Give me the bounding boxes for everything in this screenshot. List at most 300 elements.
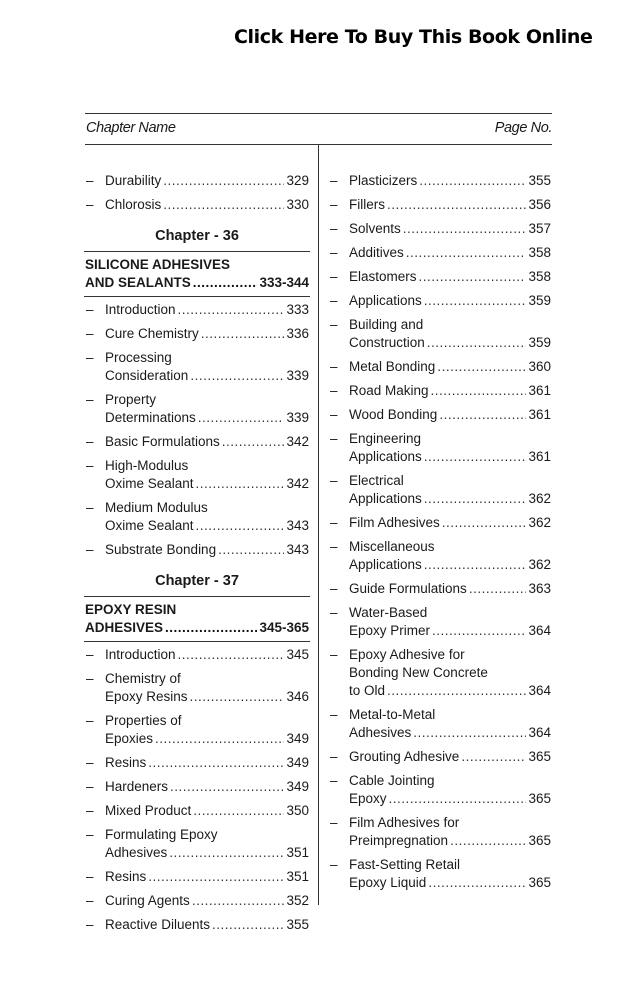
leader-dots [165,619,257,637]
entry-page-number: 361 [528,383,551,398]
leader-dots [163,196,284,214]
entry-title: Oxime Sealant [105,518,194,533]
toc-entry [329,772,551,808]
header-top-rule [85,113,552,114]
leader-dots [389,790,527,808]
entry-text-line: Metal-to-Metal [349,707,436,722]
chapter-36-section [85,256,309,292]
toc-entry [85,172,309,190]
leader-dots [413,724,526,742]
leader-dots [424,448,527,466]
entry-title: Solvents [349,221,401,236]
leader-dots [428,874,526,892]
toc-entry [329,358,551,376]
entry-line [105,754,309,772]
entry-line [349,172,551,190]
entry-line [105,409,309,427]
toc-entry [329,580,551,598]
entry-title: Resins [105,755,147,770]
toc-entry [85,778,309,796]
dash-bullet: – [86,392,94,407]
entry-line [105,433,309,451]
entry-page-number: 330 [286,197,309,212]
dash-bullet: – [86,542,94,557]
entry-title: Epoxy Primer [349,623,431,638]
entry-page-number: 360 [528,359,551,374]
dash-bullet: – [330,293,338,308]
toc-entry [85,457,309,493]
entry-page-number: 349 [286,755,309,770]
toc-entry [85,916,309,934]
entry-line [349,220,551,238]
leader-dots [178,301,285,319]
entry-page-number: 362 [528,557,551,572]
toc-entry [85,868,309,886]
entry-page-number: 352 [286,893,309,908]
dash-bullet: – [86,458,94,473]
leader-dots [190,367,284,385]
entry-title: Introduction [105,302,176,317]
entry-title: Hardeners [105,779,169,794]
dash-bullet: – [86,671,94,686]
entry-title: Consideration [105,368,189,383]
leader-dots [406,244,527,262]
dash-bullet: – [330,515,338,530]
entry-text-line: Medium Modulus [105,500,208,515]
entry-page-number: 339 [286,410,309,425]
leader-dots [155,730,284,748]
entry-page-number: 362 [528,515,551,530]
toc-entry [329,268,551,286]
dash-bullet: – [330,815,338,830]
toc-entry [329,430,551,466]
toc-entry [329,604,551,640]
entry-line [349,448,551,466]
entry-line [349,334,551,352]
dash-bullet: – [86,197,94,212]
chapter-37-title: Chapter - 37 [155,573,239,589]
leader-dots [427,334,527,352]
leader-dots [387,196,526,214]
entry-title: Grouting Adhesive [349,749,460,764]
entry-line [349,358,551,376]
dash-bullet: – [330,647,338,662]
entry-line [349,874,551,892]
leader-dots [198,409,285,427]
dash-bullet: – [86,869,94,884]
entry-title: Substrate Bonding [105,542,217,557]
column-divider [318,145,319,905]
entry-line [349,490,551,508]
dash-bullet: – [86,917,94,932]
dash-bullet: – [86,350,94,365]
entry-page-number: 351 [286,845,309,860]
entry-line [105,367,309,385]
leader-dots [218,541,284,559]
leader-dots [192,892,285,910]
entry-text-line: Building and [349,317,424,332]
dash-bullet: – [86,893,94,908]
entry-line [105,196,309,214]
dash-bullet: – [86,803,94,818]
entry-page-number: 355 [286,917,309,932]
toc-entry [85,541,309,559]
dash-bullet: – [86,326,94,341]
dash-bullet: – [330,197,338,212]
entry-line [349,682,551,700]
entry-page-number: 345 [286,647,309,662]
entry-title: Plasticizers [349,173,418,188]
buy-book-link[interactable]: Click Here To Buy This Book Online [234,26,593,48]
entry-page-number: 350 [286,803,309,818]
entry-title: Epoxies [105,731,154,746]
entry-page-number: 356 [528,197,551,212]
entry-page-number: 365 [528,833,551,848]
entry-page-number: 363 [528,581,551,596]
dash-bullet: – [86,827,94,842]
entry-page-number: 346 [286,689,309,704]
entry-title: Adhesives [105,845,168,860]
dash-bullet: – [330,221,338,236]
dash-bullet: – [86,173,94,188]
entry-text-line: Epoxy Adhesive for [349,647,465,662]
leader-dots [178,646,285,664]
entry-title: Applications [349,293,422,308]
entry-page-number: 355 [528,173,551,188]
entry-title: Metal Bonding [349,359,436,374]
dash-bullet: – [330,269,338,284]
toc-entry [329,748,551,766]
chapter-37-rule-bottom [84,641,310,642]
leader-dots [469,580,527,598]
leader-dots [419,172,526,190]
chapter-37-rule [84,596,310,597]
toc-entry [85,892,309,910]
entry-line [105,916,309,934]
entry-title: Cure Chemistry [105,326,199,341]
entry-page-number: 364 [528,623,551,638]
entry-line [349,406,551,424]
toc-entry [85,196,309,214]
leader-dots [450,832,526,850]
entry-page-number: 342 [286,434,309,449]
dash-bullet: – [330,539,338,554]
toc-entry [329,814,551,850]
leader-dots [196,475,285,493]
section-title-part: ADHESIVES [85,620,164,635]
entry-line [349,244,551,262]
dash-bullet: – [330,359,338,374]
toc-entry [85,349,309,385]
leader-dots [163,172,284,190]
toc-entry [85,433,309,451]
entry-title: Additives [349,245,404,260]
entry-title: Preimpregnation [349,833,449,848]
entry-page-number: 357 [528,221,551,236]
page-no-heading: Page No. [494,120,552,136]
entry-page-number: 364 [528,683,551,698]
entry-page-number: 342 [286,476,309,491]
entry-text-line: Film Adhesives for [349,815,460,830]
chapter-name-heading: Chapter Name [86,120,176,136]
entry-text-line: Processing [105,350,172,365]
entry-text-line: Formulating Epoxy [105,827,218,842]
entry-page-number: 358 [528,245,551,260]
entry-line [105,301,309,319]
entry-title: Determinations [105,410,196,425]
toc-entry [329,196,551,214]
entry-title: Mixed Product [105,803,192,818]
chapter-37-entries [85,646,309,934]
right-entries [329,172,551,892]
section-line: SILICONE ADHESIVES [85,257,231,272]
entry-line [105,868,309,886]
entry-page-number: 358 [528,269,551,284]
leader-dots [193,274,258,292]
entry-line [349,790,551,808]
leader-dots [431,382,527,400]
entry-page-number: 365 [528,875,551,890]
dash-bullet: – [330,473,338,488]
toc-entry [329,220,551,238]
section-line: EPOXY RESIN [85,602,177,617]
section-line-pages [85,619,309,637]
dash-bullet: – [330,707,338,722]
entry-text-line: Fast-Setting Retail [349,857,461,872]
dash-bullet: – [86,713,94,728]
leader-dots [190,688,285,706]
dash-bullet: – [86,647,94,662]
chapter-36-rule [84,251,310,252]
entry-line [105,646,309,664]
dash-bullet: – [330,383,338,398]
leader-dots [387,682,526,700]
section-page-range: 345-365 [259,620,309,635]
leader-dots [432,622,526,640]
entry-page-number: 359 [528,293,551,308]
entry-text-line: Properties of [105,713,182,728]
entry-page-number: 365 [528,791,551,806]
toc-entry [329,514,551,532]
entry-line [105,172,309,190]
entry-title: Guide Formulations [349,581,467,596]
chapter-37-section [85,601,309,637]
toc-entry [329,538,551,574]
leader-dots [424,292,527,310]
dash-bullet: – [86,434,94,449]
entry-text-line: Chemistry of [105,671,181,686]
entry-line [349,514,551,532]
entry-title: Applications [349,557,422,572]
section-line-pages [85,274,309,292]
entry-line [105,892,309,910]
entry-line [105,475,309,493]
entry-page-number: 333 [286,302,309,317]
leader-dots [403,220,527,238]
toc-entry [329,646,551,700]
toc-entry [329,406,551,424]
entry-page-number: 361 [528,407,551,422]
entry-title: Wood Bonding [349,407,438,422]
entry-line [349,580,551,598]
entry-line [105,778,309,796]
entry-title: Epoxy Liquid [349,875,427,890]
toc-entry [85,301,309,319]
leader-dots [212,916,284,934]
entry-page-number: 349 [286,731,309,746]
entry-line [349,622,551,640]
leader-dots [148,754,284,772]
dash-bullet: – [86,500,94,515]
entry-text-line: Cable Jointing [349,773,435,788]
leader-dots [169,844,284,862]
entry-title: Reactive Diluents [105,917,211,932]
dash-bullet: – [330,173,338,188]
dash-bullet: – [330,431,338,446]
leader-dots [201,325,285,343]
entry-text-line: High-Modulus [105,458,189,473]
entry-line [349,748,551,766]
toc-entry [85,325,309,343]
leader-dots [170,778,284,796]
entry-page-number: 349 [286,779,309,794]
entry-page-number: 359 [528,335,551,350]
left-column [85,172,309,940]
entry-title: to Old [349,683,386,698]
leader-dots [193,802,284,820]
toc-entry [329,856,551,892]
entry-title: Epoxy [349,791,387,806]
entry-line [349,724,551,742]
entry-line [349,556,551,574]
entry-page-number: 343 [286,542,309,557]
leader-dots [424,490,527,508]
chapter-36-title: Chapter - 36 [155,228,239,244]
leader-dots [439,406,526,424]
chapter-36-entries [85,301,309,559]
chapter-36-rule-bottom [84,296,310,297]
entry-line [349,196,551,214]
entry-line [105,844,309,862]
entry-title: Resins [105,869,147,884]
entry-line [349,292,551,310]
toc-entry [329,472,551,508]
entry-line [105,541,309,559]
toc-entry [329,382,551,400]
entry-text-line: Bonding New Concrete [349,665,488,680]
entry-title: Applications [349,449,422,464]
dash-bullet: – [330,605,338,620]
toc-header [86,120,552,136]
entry-title: Epoxy Resins [105,689,188,704]
toc-entry [85,670,309,706]
dash-bullet: – [330,749,338,764]
entry-line [349,268,551,286]
entry-page-number: 351 [286,869,309,884]
toc-entry [85,826,309,862]
entry-line [349,382,551,400]
toc-entry [85,802,309,820]
leader-dots [461,748,526,766]
dash-bullet: – [330,317,338,332]
entry-title: Chlorosis [105,197,162,212]
leader-dots [148,868,284,886]
leader-dots [424,556,527,574]
dash-bullet: – [330,407,338,422]
entry-title: Road Making [349,383,429,398]
entry-page-number: 361 [528,449,551,464]
entry-title: Durability [105,173,162,188]
entry-page-number: 329 [286,173,309,188]
entry-page-number: 336 [286,326,309,341]
entry-title: Elastomers [349,269,417,284]
dash-bullet: – [330,773,338,788]
toc-entry [329,172,551,190]
entry-title: Basic Formulations [105,434,220,449]
entry-text-line: Miscellaneous [349,539,435,554]
leader-dots [442,514,527,532]
dash-bullet: – [86,302,94,317]
entry-title: Adhesives [349,725,412,740]
entry-page-number: 362 [528,491,551,506]
entry-line [349,832,551,850]
section-title-part: AND SEALANTS [85,275,191,290]
leader-dots [222,433,285,451]
entry-text-line: Electrical [349,473,404,488]
top-entries [85,172,309,214]
entry-line [105,517,309,535]
toc-entry [329,292,551,310]
entry-text-line: Property [105,392,157,407]
entry-line [105,325,309,343]
toc-entry [329,316,551,352]
toc-entry [329,706,551,742]
entry-title: Curing Agents [105,893,190,908]
right-column [329,172,551,898]
dash-bullet: – [86,779,94,794]
entry-page-number: 339 [286,368,309,383]
toc-entry [85,391,309,427]
leader-dots [196,517,285,535]
dash-bullet: – [330,581,338,596]
toc-entry [85,499,309,535]
dash-bullet: – [330,245,338,260]
entry-line [105,688,309,706]
entry-page-number: 365 [528,749,551,764]
entry-page-number: 364 [528,725,551,740]
toc-entry [329,244,551,262]
toc-entry [85,754,309,772]
leader-dots [419,268,527,286]
entry-title: Construction [349,335,425,350]
leader-dots [437,358,526,376]
entry-title: Oxime Sealant [105,476,194,491]
entry-page-number: 343 [286,518,309,533]
toc-entry [85,712,309,748]
entry-line [105,730,309,748]
entry-title: Film Adhesives [349,515,440,530]
dash-bullet: – [330,857,338,872]
toc-entry [85,646,309,664]
section-page-range: 333-344 [259,275,309,290]
entry-title: Introduction [105,647,176,662]
entry-text-line: Water-Based [349,605,428,620]
dash-bullet: – [86,755,94,770]
entry-text-line: Engineering [349,431,422,446]
entry-title: Fillers [349,197,385,212]
entry-title: Applications [349,491,422,506]
entry-line [105,802,309,820]
